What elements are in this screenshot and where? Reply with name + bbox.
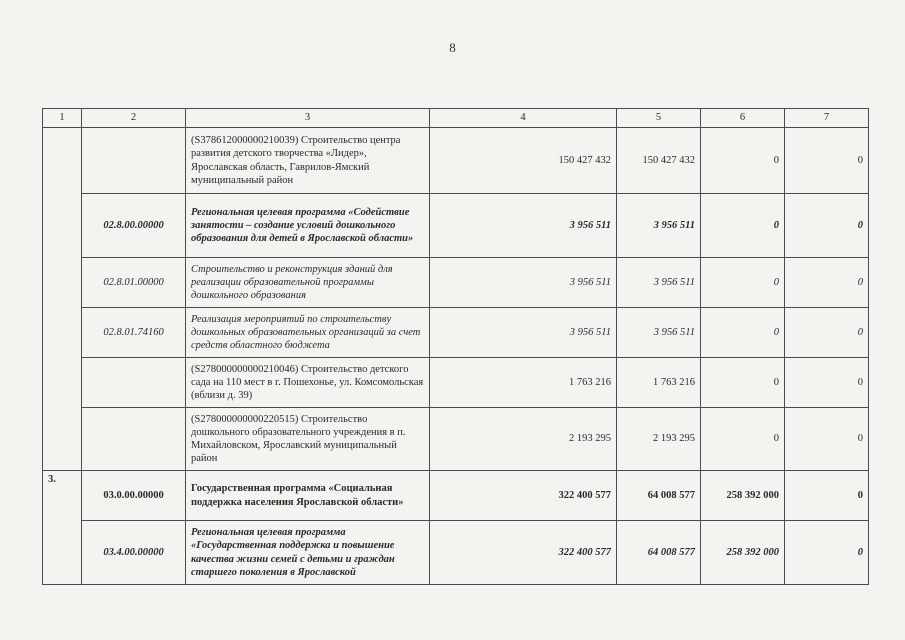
name-cell: Региональная целевая программа «Содействие занятости – создание условий дошкольного образования для детей в Ярославской области» [186, 194, 430, 258]
value-cell-5: 64 008 577 [617, 521, 701, 585]
row-number-cell: 3. [43, 471, 82, 585]
table-row [43, 258, 869, 308]
table-row [43, 194, 869, 258]
value-cell-6: 258 392 000 [701, 521, 785, 585]
header-row [43, 109, 869, 128]
value-cell-7: 0 [785, 521, 869, 585]
code-cell [82, 408, 186, 471]
value-cell-6: 258 392 000 [701, 471, 785, 521]
value-cell-4: 150 427 432 [430, 128, 617, 194]
code-cell: 03.4.00.00000 [82, 521, 186, 585]
value-cell-6: 0 [701, 308, 785, 358]
table-row [43, 521, 869, 585]
value-cell-7: 0 [785, 194, 869, 258]
header-col-7: 7 [785, 109, 869, 128]
value-cell-5: 1 763 216 [617, 358, 701, 408]
value-cell-6: 0 [701, 358, 785, 408]
table-row [43, 308, 869, 358]
header-col-3: 3 [186, 109, 430, 128]
header-col-1: 1 [43, 109, 82, 128]
budget-table [42, 108, 869, 585]
value-cell-4: 3 956 511 [430, 308, 617, 358]
value-cell-4: 1 763 216 [430, 358, 617, 408]
name-cell: Государственная программа «Социальная поддержка населения Ярославской области» [186, 471, 430, 521]
value-cell-6: 0 [701, 194, 785, 258]
value-cell-5: 2 193 295 [617, 408, 701, 471]
value-cell-7: 0 [785, 128, 869, 194]
value-cell-7: 0 [785, 308, 869, 358]
header-col-4: 4 [430, 109, 617, 128]
value-cell-4: 3 956 511 [430, 194, 617, 258]
name-cell: Реализация мероприятий по строительству дошкольных образовательных организаций за счет средств областного бюджета [186, 308, 430, 358]
table-row [43, 128, 869, 194]
header-col-6: 6 [701, 109, 785, 128]
value-cell-4: 3 956 511 [430, 258, 617, 308]
code-cell [82, 128, 186, 194]
name-cell: (S278000000000220515) Строительство дошкольного образовательного учреждения в п. Михайловском, Ярославский муниципальный район [186, 408, 430, 471]
name-cell: (S278000000000210046) Строительство детского сада на 110 мест в г. Пошехонье, ул. Комсомольская (вблизи д. 39) [186, 358, 430, 408]
value-cell-5: 150 427 432 [617, 128, 701, 194]
value-cell-4: 322 400 577 [430, 471, 617, 521]
row-number-cell [43, 128, 82, 471]
value-cell-4: 322 400 577 [430, 521, 617, 585]
value-cell-7: 0 [785, 408, 869, 471]
value-cell-6: 0 [701, 128, 785, 194]
table-row [43, 471, 869, 521]
value-cell-6: 0 [701, 408, 785, 471]
code-cell: 02.8.01.00000 [82, 258, 186, 308]
page-number: 8 [449, 40, 456, 55]
value-cell-5: 3 956 511 [617, 308, 701, 358]
value-cell-7: 0 [785, 258, 869, 308]
header-col-2: 2 [82, 109, 186, 128]
code-cell [82, 358, 186, 408]
name-cell: Строительство и реконструкция зданий для реализации образовательной программы дошкольного образования [186, 258, 430, 308]
name-cell: (S378612000000210039) Строительство центра развития детского творчества «Лидер», Ярославская область, Гаврилов-Ямский муниципальный район [186, 128, 430, 194]
table-row [43, 358, 869, 408]
value-cell-5: 64 008 577 [617, 471, 701, 521]
code-cell: 02.8.01.74160 [82, 308, 186, 358]
name-cell: Региональная целевая программа «Государственная поддержка и повышение качества жизни семей с детьми и граждан старшего поколения в Ярославской [186, 521, 430, 585]
value-cell-5: 3 956 511 [617, 258, 701, 308]
code-cell: 02.8.00.00000 [82, 194, 186, 258]
value-cell-7: 0 [785, 471, 869, 521]
value-cell-4: 2 193 295 [430, 408, 617, 471]
code-cell: 03.0.00.00000 [82, 471, 186, 521]
value-cell-6: 0 [701, 258, 785, 308]
table-row [43, 408, 869, 471]
header-col-5: 5 [617, 109, 701, 128]
value-cell-7: 0 [785, 358, 869, 408]
value-cell-5: 3 956 511 [617, 194, 701, 258]
